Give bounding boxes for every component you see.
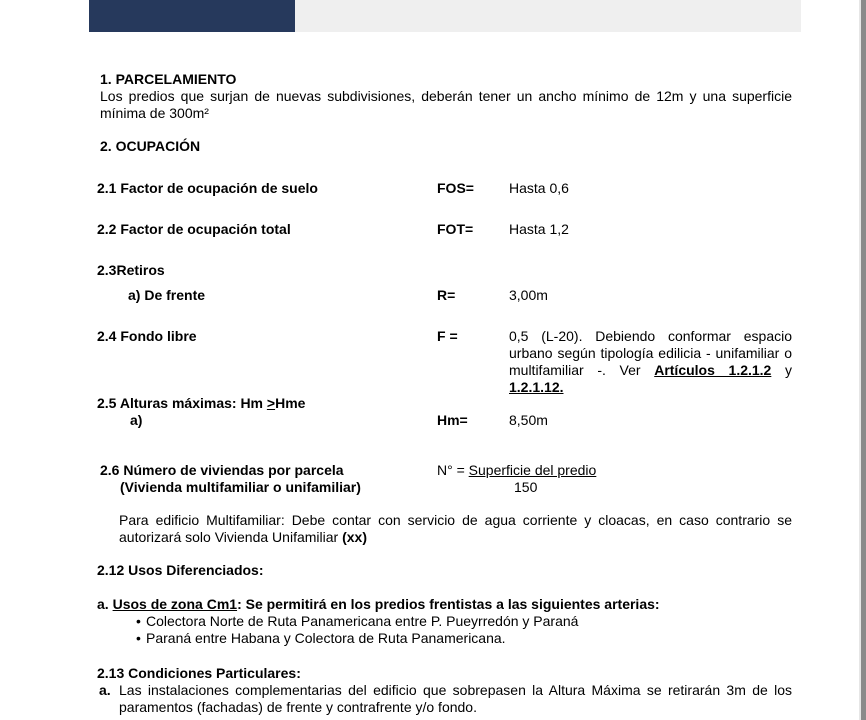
row-2-4-label: 2.4 Fondo libre — [97, 328, 197, 344]
row-2-6-sub-label: (Vivienda multifamiliar o unifamiliar) — [120, 479, 361, 495]
articles-link-1[interactable]: Artículos 1.2.1.2 — [654, 362, 772, 378]
usos-item-text: : Se permitirá en los predios frentistas a las siguientes arterias: — [237, 596, 660, 612]
note-text: Para edificio Multifamiliar: Debe contar con servicio de agua corriente y cloacas, en caso contrario se autorizará solo Vivienda Unifamiliar — [119, 512, 792, 545]
usos-item — [97, 596, 660, 613]
section-1-text: Los predios que surjan de nuevas subdivisiones, deberán tener un ancho mínimo de 12m y una superficie mínima de 300m² — [100, 88, 792, 121]
multifamily-note — [119, 512, 792, 546]
list-item-text: Paraná entre Habana y Colectora de Ruta Panamericana. — [146, 630, 506, 646]
row-2-4-value — [509, 328, 792, 396]
bullet-icon: • — [136, 630, 141, 646]
greater-equal-symbol: > — [266, 395, 276, 411]
dwelling-formula — [437, 462, 596, 479]
row-2-1-label: 2.1 Factor de ocupación de suelo — [97, 180, 318, 196]
vertical-scrollbar[interactable] — [861, 0, 866, 720]
row-2-3-sub-label: a) De frente — [128, 287, 206, 303]
note-ref: (xx) — [342, 529, 367, 545]
usos-item-prefix: a. — [97, 596, 113, 612]
row-2-2-value: Hasta 1,2 — [509, 221, 569, 237]
formula-prefix: N° = — [437, 462, 469, 478]
row-2-4-connector: y — [785, 362, 792, 378]
section-1-title: 1. PARCELAMIENTO — [100, 71, 237, 87]
row-2-5-key: Hm= — [437, 412, 468, 428]
row-2-5-label-prefix: 2.5 Alturas máximas: Hm — [97, 395, 267, 411]
formula-denominator: 150 — [514, 479, 538, 495]
row-2-2-key: FOT= — [437, 221, 474, 237]
row-2-1-key: FOS= — [437, 180, 474, 196]
arteries-list — [136, 613, 578, 647]
row-2-3-key: R= — [437, 287, 456, 303]
list-item-text: Colectora Norte de Ruta Panamericana entre P. Pueyrredón y Paraná — [146, 613, 579, 629]
row-2-5-label — [97, 395, 305, 412]
row-2-5-value: 8,50m — [509, 412, 548, 428]
row-2-5-label-suffix: Hme — [275, 395, 306, 411]
row-2-1-value: Hasta 0,6 — [509, 180, 569, 196]
document-page — [89, 0, 801, 720]
formula-numerator: Superficie del predio — [468, 462, 597, 478]
usos-zona-link[interactable]: Usos de zona Cm1 — [112, 596, 238, 612]
section-2-title: 2. OCUPACIÓN — [100, 138, 201, 154]
row-2-6-label: 2.6 Número de viviendas por parcela — [100, 462, 344, 478]
header-band-light — [295, 0, 801, 32]
articles-link-2[interactable]: 1.2.1.12. — [509, 379, 564, 395]
list-item — [136, 613, 578, 630]
condition-a-text: Las instalaciones complementarias del edificio que sobrepasen la Altura Máxima se retirarán 3m de los paramentos (fachadas) de frente y contrafrente y/o fondo. — [119, 682, 792, 715]
row-2-4-value-text: 0,5 (L-20). Debiendo conformar espacio urbano según tipología edilicia - unifamiliar o multifamiliar -. Ver — [509, 328, 792, 378]
bullet-icon: • — [136, 613, 141, 629]
row-2-3-value: 3,00m — [509, 287, 548, 303]
list-item — [136, 630, 578, 647]
section-2-12-title: 2.12 Usos Diferenciados: — [97, 562, 264, 578]
row-2-5-sub-label: a) — [130, 412, 143, 428]
row-2-4-key: F = — [437, 328, 458, 344]
row-2-2-label: 2.2 Factor de ocupación total — [97, 221, 291, 237]
header-band-dark — [89, 0, 295, 32]
row-2-3-label: 2.3Retiros — [97, 262, 165, 278]
condition-a-label: a. — [99, 682, 111, 698]
section-2-13-title: 2.13 Condiciones Particulares: — [97, 665, 301, 681]
